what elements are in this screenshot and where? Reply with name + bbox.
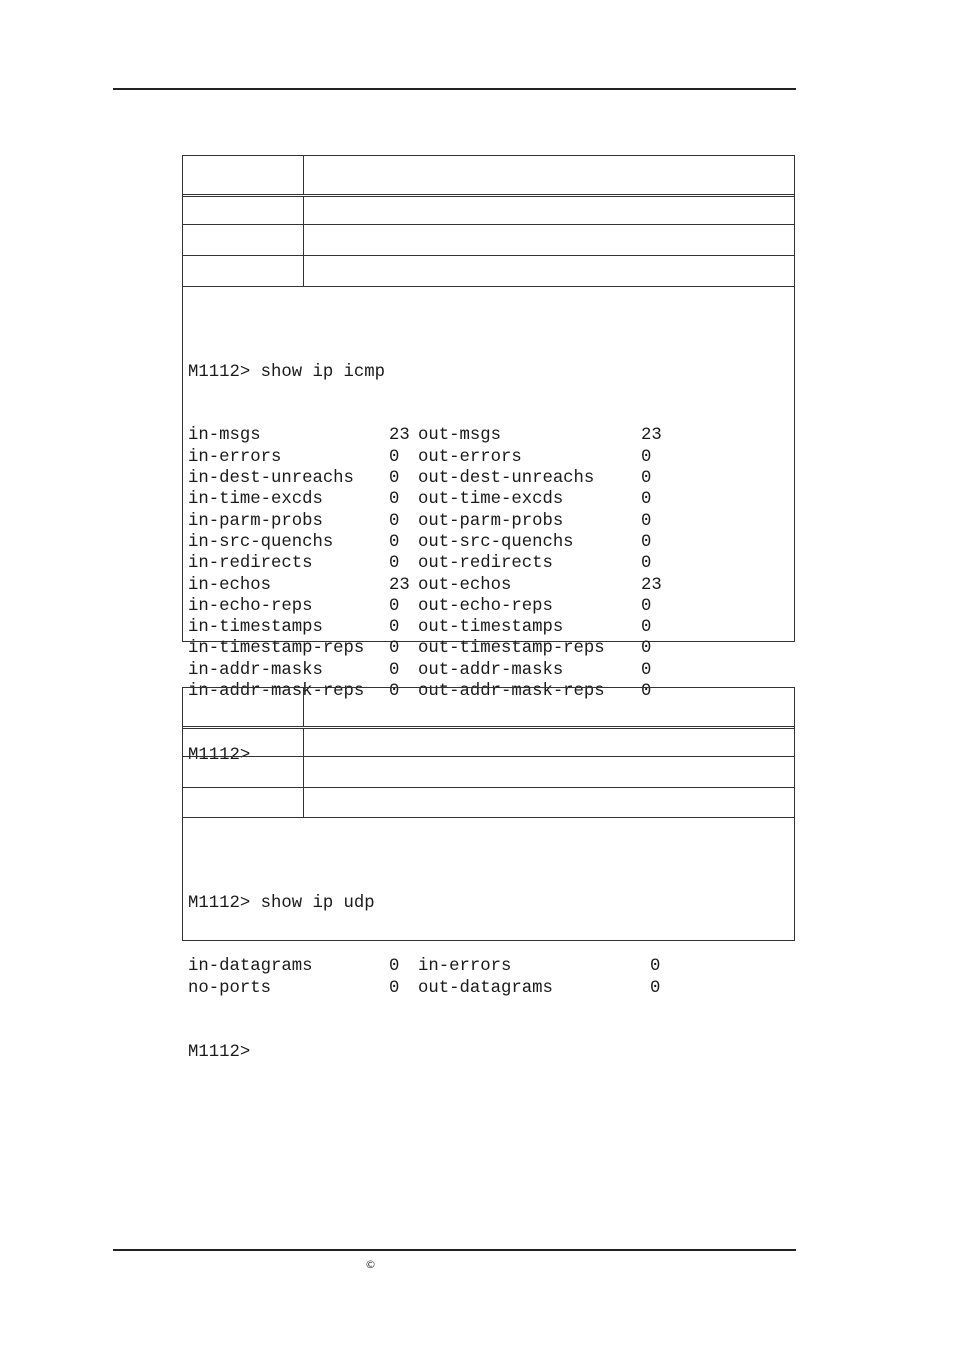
table-row	[183, 197, 794, 225]
in-stat-name: in-dest-unreachs	[188, 469, 354, 489]
end-prompt: M1112>	[188, 745, 251, 765]
out-stat-name: out-msgs	[418, 426, 501, 446]
header-rule	[113, 88, 796, 90]
out-stat-name: out-src-quenchs	[418, 532, 574, 552]
stat-row	[188, 575, 794, 596]
out-stat-name: out-echos	[418, 575, 512, 595]
out-stat-value: 0	[641, 447, 652, 467]
in-stat-value: 0	[389, 682, 400, 702]
in-stat-value: 0	[389, 469, 400, 489]
out-stat-value: 0	[641, 682, 652, 702]
out-stat-value: 0	[641, 532, 652, 552]
out-stat-value: 0	[641, 660, 652, 680]
stat-row	[188, 596, 794, 617]
stat-row	[188, 553, 794, 574]
in-stat-name: in-errors	[188, 447, 282, 467]
stat-row	[188, 978, 794, 999]
table-row	[183, 788, 794, 818]
out-stat-name: out-datagrams	[418, 978, 553, 998]
stat-row	[188, 425, 794, 446]
out-stat-name: out-addr-masks	[418, 660, 564, 680]
out-stat-name: out-parm-probs	[418, 511, 564, 531]
command-line	[188, 893, 794, 914]
table-row	[183, 757, 794, 788]
stat-row	[188, 638, 794, 659]
in-stat-name: in-timestamp-reps	[188, 639, 365, 659]
stat-row	[188, 447, 794, 468]
end-prompt: M1112>	[188, 1042, 251, 1062]
in-stat-value: 0	[389, 596, 400, 616]
out-stat-name: out-timestamps	[418, 618, 564, 638]
table-row	[183, 729, 794, 757]
in-stat-value: 0	[389, 554, 400, 574]
in-stat-name: in-time-excds	[188, 490, 323, 510]
footer-rule	[113, 1249, 796, 1251]
stat-row	[188, 468, 794, 489]
out-stat-value: 0	[641, 618, 652, 638]
in-stat-value: 0	[389, 447, 400, 467]
udp-command-table	[182, 687, 795, 1062]
out-stat-value: 0	[641, 511, 652, 531]
out-stat-value: 23	[641, 426, 662, 446]
in-stat-value: 0	[389, 639, 400, 659]
in-stat-name: no-ports	[188, 978, 271, 998]
prompt-command: M1112> show ip udp	[188, 893, 375, 913]
stat-row	[188, 660, 794, 681]
out-stat-name: out-echo-reps	[418, 596, 553, 616]
table-row	[183, 256, 794, 287]
out-stat-name: out-addr-mask-reps	[418, 682, 605, 702]
out-stat-value: 0	[650, 978, 661, 998]
in-stat-name: in-redirects	[188, 554, 313, 574]
out-stat-name: out-redirects	[418, 554, 553, 574]
prompt-command: M1112> show ip icmp	[188, 362, 386, 382]
out-stat-name: out-dest-unreachs	[418, 469, 595, 489]
out-stat-value: 0	[650, 957, 661, 977]
in-stat-value: 0	[389, 957, 400, 977]
table-row	[183, 225, 794, 256]
in-stat-value: 23	[389, 426, 410, 446]
out-stat-name: out-time-excds	[418, 490, 564, 510]
table-header-row	[183, 688, 794, 729]
out-stat-value: 0	[641, 469, 652, 489]
icmp-terminal-output	[183, 287, 794, 765]
in-stat-value: 23	[389, 575, 410, 595]
udp-terminal-output	[183, 818, 794, 1062]
in-stat-value: 0	[389, 978, 400, 998]
in-stat-name: in-datagrams	[188, 957, 313, 977]
stat-row	[188, 956, 794, 977]
stat-row	[188, 511, 794, 532]
out-stat-value: 0	[641, 554, 652, 574]
in-stat-name: in-src-quenchs	[188, 532, 334, 552]
stat-row	[188, 617, 794, 638]
in-stat-name: in-msgs	[188, 426, 261, 446]
end-prompt-line	[188, 1042, 794, 1063]
table-header-row	[183, 156, 794, 197]
stat-row	[188, 489, 794, 510]
out-stat-value: 0	[641, 639, 652, 659]
command-line	[188, 362, 794, 383]
in-stat-name: in-timestamps	[188, 618, 323, 638]
in-stat-value: 0	[389, 511, 400, 531]
in-stat-value: 0	[389, 660, 400, 680]
in-stat-value: 0	[389, 532, 400, 552]
icmp-command-table	[182, 155, 795, 765]
out-stat-value: 0	[641, 490, 652, 510]
out-stat-name: in-errors	[418, 957, 512, 977]
out-stat-name: out-timestamp-reps	[418, 639, 605, 659]
in-stat-name: in-echos	[188, 575, 271, 595]
in-stat-name: in-addr-masks	[188, 660, 323, 680]
out-stat-name: out-errors	[418, 447, 522, 467]
in-stat-name: in-echo-reps	[188, 596, 313, 616]
in-stat-value: 0	[389, 490, 400, 510]
in-stat-name: in-addr-mask-reps	[188, 682, 365, 702]
copyright-symbol: ©	[365, 1258, 376, 1271]
in-stat-value: 0	[389, 618, 400, 638]
stat-row	[188, 532, 794, 553]
out-stat-value: 0	[641, 596, 652, 616]
out-stat-value: 23	[641, 575, 662, 595]
in-stat-name: in-parm-probs	[188, 511, 323, 531]
